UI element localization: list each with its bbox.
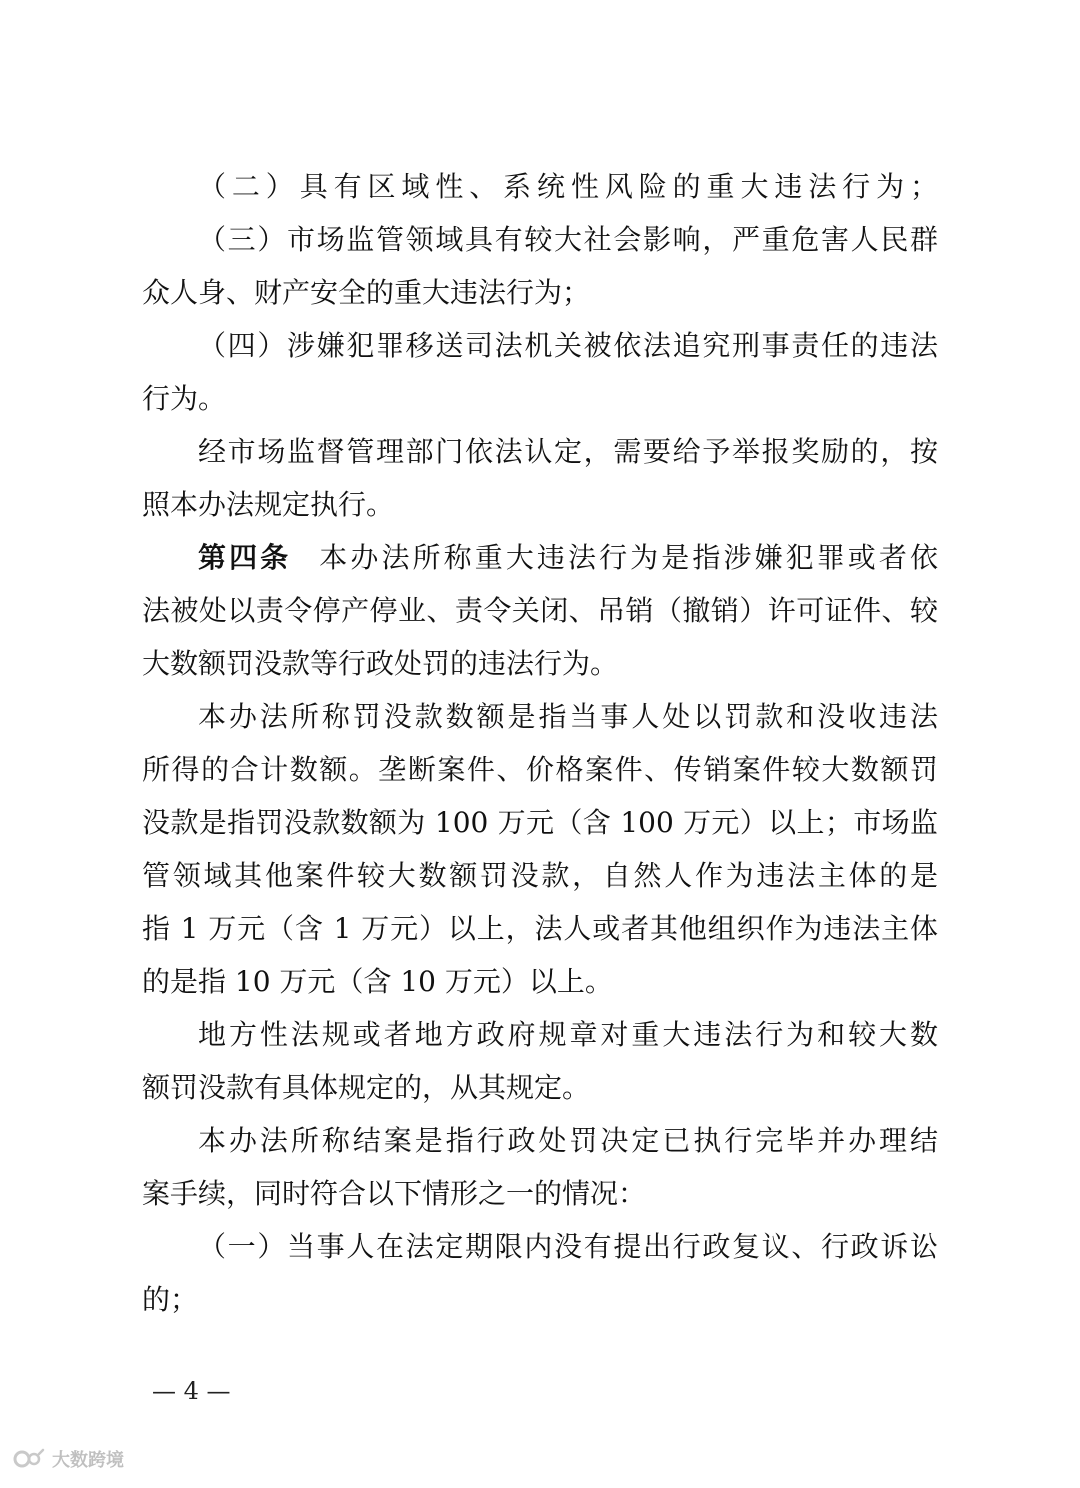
paragraph-case-closure-continued: 案手续，同时符合以下情形之一的情况： xyxy=(142,1177,647,1210)
paragraph-local-rules-continued: 额罚没款有具体规定的，从其规定。 xyxy=(142,1071,591,1104)
paragraph-fine-definition: 本办法所称罚没款数额是指当事人处以罚款和没收违法 xyxy=(198,700,938,733)
list-item-1-continued: 的； xyxy=(142,1283,199,1316)
watermark-logo-icon xyxy=(12,1448,46,1470)
paragraph-fine-definition-line-2: 所得的合计数额。垄断案件、价格案件、传销案件较大数额罚 xyxy=(142,753,938,786)
paragraph-fine-definition-line-4: 管领域其他案件较大数额罚没款，自然人作为违法主体的是 xyxy=(142,859,938,892)
paragraph-reward-rule-continued: 照本办法规定执行。 xyxy=(142,488,395,521)
paragraph-fine-definition-line-6: 的是指 10 万元（含 10 万元）以上。 xyxy=(142,965,613,998)
list-item-3-continued: 众人身、财产安全的重大违法行为； xyxy=(142,276,591,309)
page-number: — 4 — xyxy=(152,1377,231,1405)
paragraph-case-closure: 本办法所称结案是指行政处罚决定已执行完毕并办理结 xyxy=(198,1124,938,1157)
article-heading: 第四条 xyxy=(198,541,292,574)
article-4-text: 本办法所称重大违法行为是指涉嫌犯罪或者依 xyxy=(319,541,938,574)
list-item-4-continued: 行为。 xyxy=(142,382,227,415)
paragraph-fine-definition-line-5: 指 1 万元（含 1 万元）以上，法人或者其他组织作为违法主体 xyxy=(142,912,938,945)
article-4-first-line xyxy=(142,531,938,584)
article-4-line-3: 大数额罚没款等行政处罚的违法行为。 xyxy=(142,647,619,680)
list-item-2: （二）具有区域性、系统性风险的重大违法行为； xyxy=(198,170,938,203)
paragraph-local-rules: 地方性法规或者地方政府规章对重大违法行为和较大数 xyxy=(198,1018,938,1051)
watermark xyxy=(12,1446,124,1472)
article-4-line-2: 法被处以责令停产停业、责令关闭、吊销（撤销）许可证件、较 xyxy=(142,594,938,627)
list-item-1: （一）当事人在法定期限内没有提出行政复议、行政诉讼 xyxy=(198,1230,938,1263)
paragraph-fine-definition-line-3: 没款是指罚没款数额为 100 万元（含 100 万元）以上；市场监 xyxy=(142,806,938,839)
watermark-text: 大数跨境 xyxy=(52,1450,124,1471)
document-body xyxy=(142,160,938,1326)
list-item-3: （三）市场监管领域具有较大社会影响，严重危害人民群 xyxy=(198,223,938,256)
list-item-4: （四）涉嫌犯罪移送司法机关被依法追究刑事责任的违法 xyxy=(198,329,938,362)
paragraph-reward-rule: 经市场监督管理部门依法认定，需要给予举报奖励的，按 xyxy=(198,435,938,468)
